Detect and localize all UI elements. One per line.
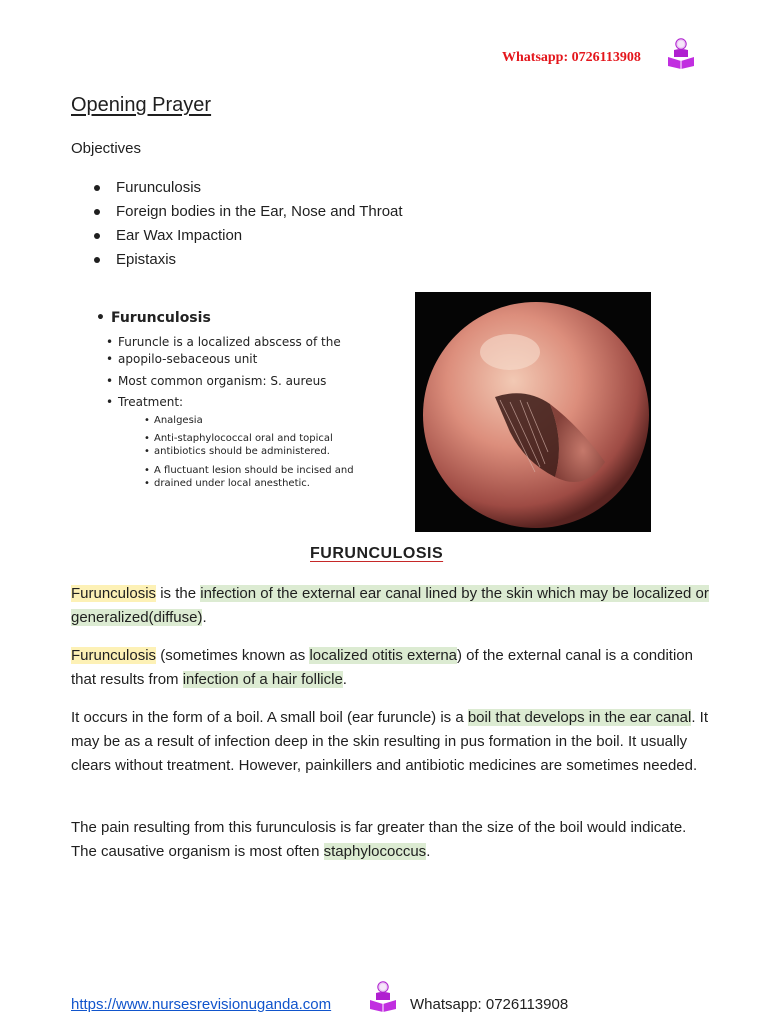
highlighted-phrase: infection of a hair follicle: [182, 671, 343, 688]
slide-bullet-continued: • apopilo-sebaceous unit: [118, 351, 257, 367]
list-item: Furunculosis: [94, 176, 403, 200]
highlighted-phrase: infection of the external ear canal lined by the skin which may be localized or generalized(diffuse): [71, 585, 709, 626]
paragraph-cause: Furunculosis (sometimes known as localized otitis externa) of the external canal is a condition that results from infection of a hair follicle.: [71, 647, 693, 688]
footer-whatsapp-number: Whatsapp: 0726113908: [410, 996, 569, 1013]
slide-sub-bullet: • Anti-staphylococcal oral and topical: [154, 432, 333, 445]
paragraph-boil: It occurs in the form of a boil. A small boil (ear furuncle) is a boil that develops in the ear canal. It may be as a result of infection deep in the skin resulting in pus formation in the boil. It usually clears without treatment. However, painkillers and antibiotic medicines are sometimes needed.: [71, 709, 708, 774]
slide-bullet: • Treatment:: [118, 394, 183, 410]
highlighted-phrase: staphylococcus: [323, 843, 427, 860]
website-link[interactable]: https://www.nursesrevisionuganda.com: [71, 996, 332, 1013]
page-title: Opening Prayer: [71, 94, 212, 116]
highlighted-term: Furunculosis: [71, 647, 157, 664]
slide-sub-bullet-continued: • drained under local anesthetic.: [154, 477, 310, 490]
slide-sub-bullet-continued: • antibiotics should be administered.: [154, 445, 330, 458]
reader-logo-icon: [368, 980, 398, 1012]
paragraph-definition: Furunculosis is the infection of the external ear canal lined by the skin which may be localized or generalized(diffuse).: [71, 585, 709, 626]
list-item: Ear Wax Impaction: [94, 224, 403, 248]
objectives-label: Objectives: [71, 140, 142, 157]
list-item: Epistaxis: [94, 248, 403, 272]
slide-sub-bullet: • Analgesia: [154, 414, 203, 427]
slide-sub-bullet: • A fluctuant lesion should be incised and: [154, 464, 354, 477]
slide-heading: • Furunculosis: [96, 310, 211, 326]
highlighted-term: Furunculosis: [71, 585, 157, 602]
section-title: FURUNCULOSIS: [310, 545, 444, 562]
slide-bullet: • Furuncle is a localized abscess of the: [118, 334, 341, 350]
slide-bullet: • Most common organism: S. aureus: [118, 373, 326, 389]
objectives-list: [94, 176, 403, 272]
highlighted-phrase: localized otitis externa: [309, 647, 458, 664]
paragraph-pain: The pain resulting from this furunculosis is far greater than the size of the boil would indicate. The causative organism is most often staphylococcus.: [71, 819, 687, 860]
reader-logo-icon: [666, 37, 696, 69]
highlighted-phrase: boil that develops in the ear canal: [467, 709, 692, 726]
header-whatsapp-number: Whatsapp: 0726113908: [502, 50, 641, 65]
list-item: Foreign bodies in the Ear, Nose and Throat: [94, 200, 403, 224]
ear-canal-photo: [415, 292, 651, 532]
